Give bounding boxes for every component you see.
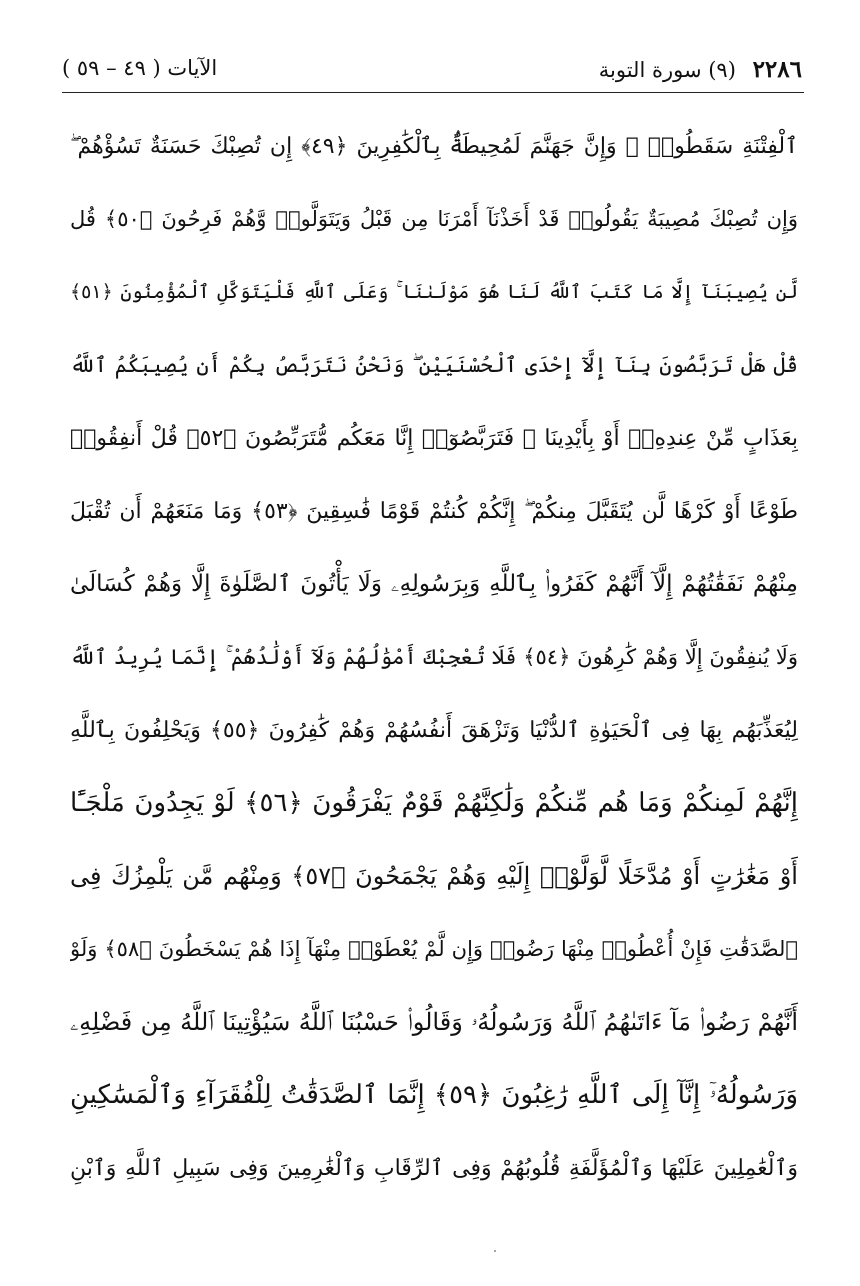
text-line: طَوْعًا أَوْ كَرْهًا لَّن يُتَقَبَّلَ مِنكُمْ ۖ إِنَّكُمْ كُنتُمْ قَوْمًا فَٰسِقِينَ ﴿٥٣﴾ وَمَا مَنَعَهُمْ أَن تُقْبَلَ <box>70 499 798 524</box>
text-line: إِنَّهُمْ لَمِنكُمْ وَمَا هُم مِّنكُمْ وَلَٰكِنَّهُمْ قَوْمٌ يَفْرَقُونَ ﴿٥٦﴾ لَوْ يَجِدُونَ مَلْجَـًٔا <box>70 788 798 818</box>
text-line: بِعَذَابٍ مِّنْ عِندِهِۦٓ أَوْ بِأَيْدِينَا ۖ فَتَرَبَّصُوٓا۟ إِنَّا مَعَكُم مُّتَرَبِّصُونَ ﴿٥٢﴾ قُلْ أَنفِقُوا۟ <box>70 426 798 451</box>
text-line: لَّن يُصِيبَنَآ إِلَّا مَا كَتَبَ ٱللَّهُ لَنَا هُوَ مَوْلَىٰنَا ۚ وَعَلَى ٱللَّهِ فَلْيَتَوَكَّلِ ٱلْمُؤْمِنُونَ ﴿٥١﴾ <box>70 281 798 303</box>
header-rule <box>62 92 804 93</box>
quran-text-block <box>70 110 798 1205</box>
page-number: ٢٢٨٦ <box>752 56 802 83</box>
footer-mark <box>494 1250 496 1252</box>
text-line: وَٱلْعَٰمِلِينَ عَلَيْهَا وَٱلْمُؤَلَّفَةِ قُلُوبُهُمْ وَفِى ٱلرِّقَابِ وَٱلْغَٰرِمِينَ وَفِى سَبِيلِ ٱللَّهِ وَٱبْنِ <box>70 1156 798 1181</box>
text-line: مِنْهُمْ نَفَقَٰتُهُمْ إِلَّآ أَنَّهُمْ كَفَرُوا۟ بِٱللَّهِ وَبِرَسُولِهِۦ وَلَا يَأْتُونَ ٱلصَّلَوٰةَ إِلَّا وَهُمْ كُسَالَىٰ <box>70 571 798 597</box>
text-line: وَلَا يُنفِقُونَ إِلَّا وَهُمْ كَٰرِهُونَ ﴿٥٤﴾ فَلَا تُعْجِبْكَ أَمْوَٰلُهُمْ وَلَآ أَوْلَٰدُهُمْ ۚ إِنَّمَا يُرِيدُ ٱللَّهُ <box>70 645 798 669</box>
page-header <box>62 52 802 92</box>
text-line: ٱلْفِتْنَةِ سَقَطُوا۟ ۗ وَإِنَّ جَهَنَّمَ لَمُحِيطَةٌۢ بِٱلْكَٰفِرِينَ ﴿٤٩﴾ إِن تُصِبْكَ حَسَنَةٌ تَسُؤْهُمْ ۖ <box>70 134 798 159</box>
text-line: قُلْ هَلْ تَرَبَّصُونَ بِنَآ إِلَّآ إِحْدَى ٱلْحُسْنَيَيْنِ ۖ وَنَحْنُ نَتَرَبَّصُ بِكُمْ أَن يُصِيبَكُمُ ٱللَّهُ <box>70 353 798 377</box>
text-line: وَرَسُولُهُۥٓ إِنَّآ إِلَى ٱللَّهِ رَٰغِبُونَ ﴿٥٩﴾ إِنَّمَا ٱلصَّدَقَٰتُ لِلْفُقَرَآءِ وَٱلْمَسَٰكِينِ <box>70 1080 798 1110</box>
surah-title: (٩) سورة التوبة <box>598 58 736 82</box>
text-line: ٱلصَّدَقَٰتِ فَإِنْ أُعْطُوا۟ مِنْهَا رَضُوا۟ وَإِن لَّمْ يُعْطَوْا۟ مِنْهَآ إِذَا هُمْ يَسْخَطُونَ ﴿٥٨﴾ وَلَوْ <box>70 937 798 961</box>
text-line: وَإِن تُصِبْكَ مُصِيبَةٌ يَقُولُوا۟ قَدْ أَخَذْنَآ أَمْرَنَا مِن قَبْلُ وَيَتَوَلَّوا۟ وَّهُمْ فَرِحُونَ ﴿٥٠﴾ قُل <box>70 207 798 231</box>
running-head-surah <box>599 56 802 83</box>
text-line: لِيُعَذِّبَهُم بِهَا فِى ٱلْحَيَوٰةِ ٱلدُّنْيَا وَتَزْهَقَ أَنفُسُهُمْ وَهُمْ كَٰفِرُونَ ﴿٥٥﴾ وَيَحْلِفُونَ بِٱللَّهِ <box>70 718 798 743</box>
text-line: أَوْ مَغَٰرَٰتٍ أَوْ مُدَّخَلًا لَّوَلَّوْا۟ إِلَيْهِ وَهُمْ يَجْمَحُونَ ﴿٥٧﴾ وَمِنْهُم مَّن يَلْمِزُكَ فِى <box>70 862 798 890</box>
text-line: أَنَّهُمْ رَضُوا۟ مَآ ءَاتَىٰهُمُ ٱللَّهُ وَرَسُولُهُۥ وَقَالُوا۟ حَسْبُنَا ٱللَّهُ سَيُؤْتِينَا ٱللَّهُ مِن فَضْلِهِۦ <box>70 1008 798 1036</box>
ayah-range: الآيات ( ٤٩ – ٥٩ ) <box>62 56 218 80</box>
